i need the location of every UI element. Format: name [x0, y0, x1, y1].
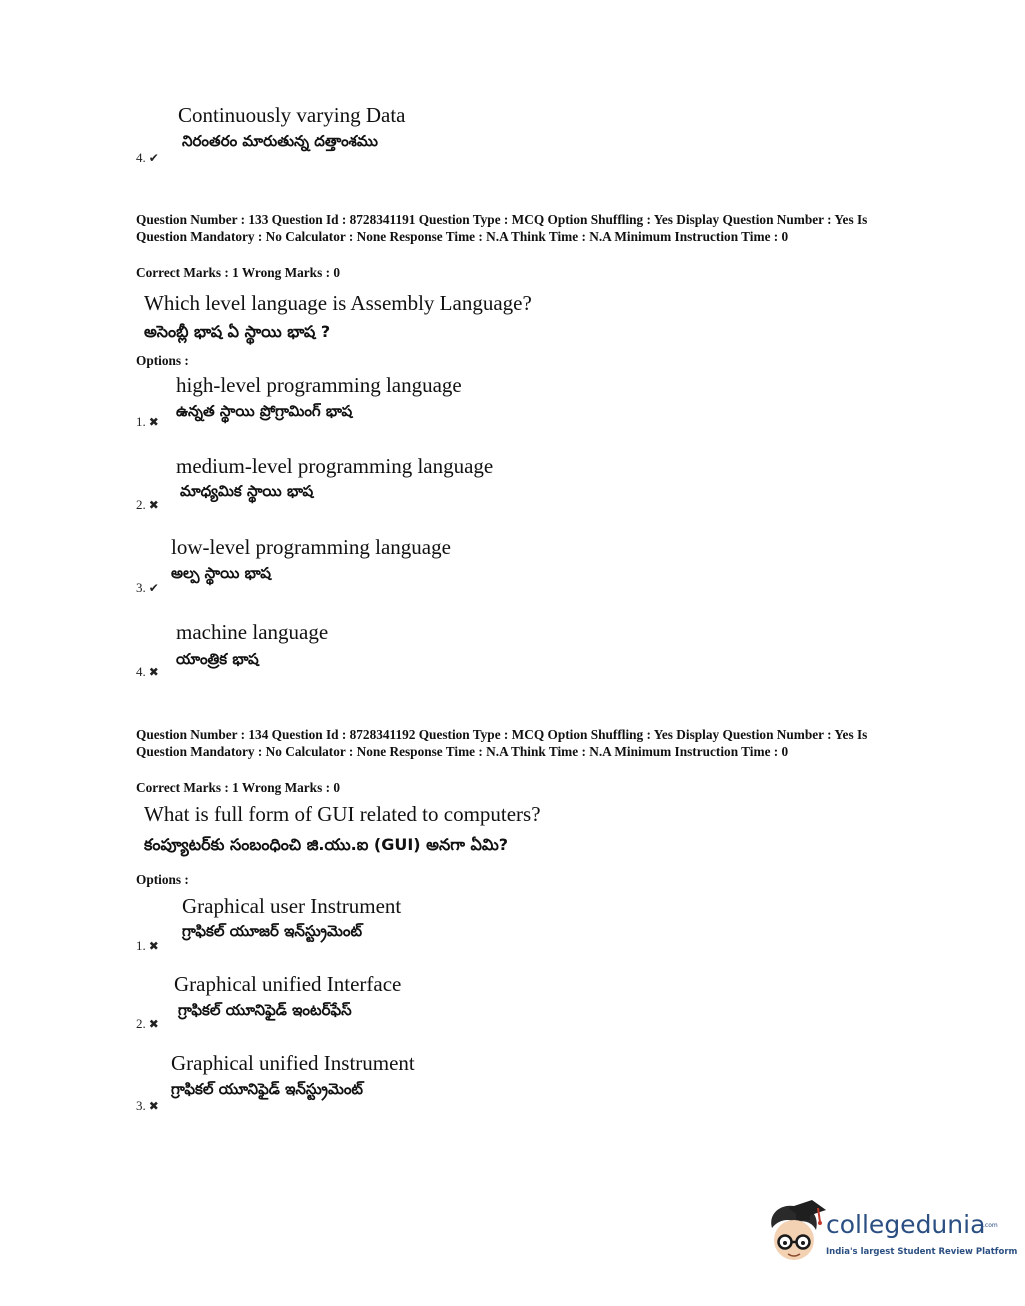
q134-question-english: What is full form of GUI related to computers?	[144, 802, 541, 826]
wrong-cross-icon: ✖	[148, 1017, 159, 1031]
logo-wordmark: collegedunia	[826, 1210, 986, 1239]
q133-option-1-english: high-level programming language	[176, 373, 462, 397]
prev-option-4-number: 4. ✔	[136, 150, 159, 165]
q133-option-2-english: medium-level programming language	[176, 454, 494, 478]
q134-question-telugu: కంప్యూటర్‌కు సంబంధించి జి.యు.ఐ (GUI) అనగా ఏమి?	[144, 835, 509, 854]
q133-meta: Question Number : 133 Question Id : 8728341191 Question Type : MCQ Option Shuffling : Yes Display Question Number : Yes Is Question Mandatory : No Calculator : None Response Time : N.A Think Time : N.A Minimum Instruction Time : 0	[136, 212, 868, 244]
q133-option-2-telugu: మాధ్యమిక స్థాయి భాష	[180, 482, 314, 500]
prev-option-4-english: Continuously varying Data	[178, 103, 406, 127]
wrong-cross-icon: ✖	[148, 498, 159, 512]
q134-option-2-english: Graphical unified Interface	[174, 972, 402, 996]
q133-option-4-telugu: యాంత్రిక భాష	[176, 650, 259, 668]
q133-marks: Correct Marks : 1 Wrong Marks : 0	[136, 265, 340, 280]
q134-option-1-telugu: గ్రాఫికల్ యూజర్ ఇన్‌స్ట్రుమెంట్	[182, 922, 363, 940]
correct-check-icon: ✔	[148, 581, 159, 595]
q134-marks: Correct Marks : 1 Wrong Marks : 0	[136, 780, 340, 795]
q133-question-telugu: అసెంబ్లీ భాష ఏ స్థాయి భాష ?	[144, 322, 331, 341]
wrong-cross-icon: ✖	[148, 939, 159, 953]
logo-suffix: .com	[983, 1222, 998, 1229]
q134-meta: Question Number : 134 Question Id : 8728341192 Question Type : MCQ Option Shuffling : Yes Display Question Number : Yes Is Question Mandatory : No Calculator : None Response Time : N.A Think Time : N.A Minimum Instruction Time : 0	[136, 727, 868, 759]
q133-option-2-number: 2. ✖	[136, 497, 159, 512]
q133-option-3-telugu: అల్ప స్థాయి భాష	[171, 564, 271, 582]
q133-options-label: Options :	[136, 353, 189, 368]
collegedunia-logo	[766, 1200, 1018, 1270]
q133-option-4-number: 4. ✖	[136, 664, 159, 679]
q133-option-1-number: 1. ✖	[136, 414, 159, 429]
wrong-cross-icon: ✖	[148, 665, 159, 679]
q133-option-4-english: machine language	[176, 620, 329, 644]
q133-option-3-number: 3. ✔	[136, 580, 159, 595]
logo-tagline: India's largest Student Review Platform	[826, 1247, 1018, 1257]
q133-option-1-telugu: ఉన్నత స్థాయి ప్రోగ్రామింగ్ భాష	[176, 402, 353, 420]
q134-option-1-number: 1. ✖	[136, 938, 159, 953]
q134-option-2-telugu: గ్రాఫికల్ యూనిఫైడ్ ఇంటర్‌ఫేస్	[178, 1001, 352, 1019]
correct-check-icon: ✔	[148, 151, 159, 165]
q134-option-3-telugu: గ్రాఫికల్ యూనిఫైడ్ ఇన్‌స్ట్రుమెంట్	[171, 1080, 364, 1098]
wrong-cross-icon: ✖	[148, 415, 159, 429]
q134-option-3-number: 3. ✖	[136, 1098, 159, 1113]
wrong-cross-icon: ✖	[148, 1099, 159, 1113]
q133-question-english: Which level language is Assembly Language?	[144, 291, 532, 315]
q134-option-1-english: Graphical user Instrument	[182, 894, 402, 918]
q134-option-3-english: Graphical unified Instrument	[171, 1051, 415, 1075]
prev-option-4-telugu: నిరంతరం మారుతున్న దత్తాంశము	[182, 132, 378, 150]
q133-option-3-english: low-level programming language	[171, 535, 451, 559]
q134-option-2-number: 2. ✖	[136, 1016, 159, 1031]
q134-options-label: Options :	[136, 872, 189, 887]
student-mascot-icon	[766, 1200, 826, 1266]
